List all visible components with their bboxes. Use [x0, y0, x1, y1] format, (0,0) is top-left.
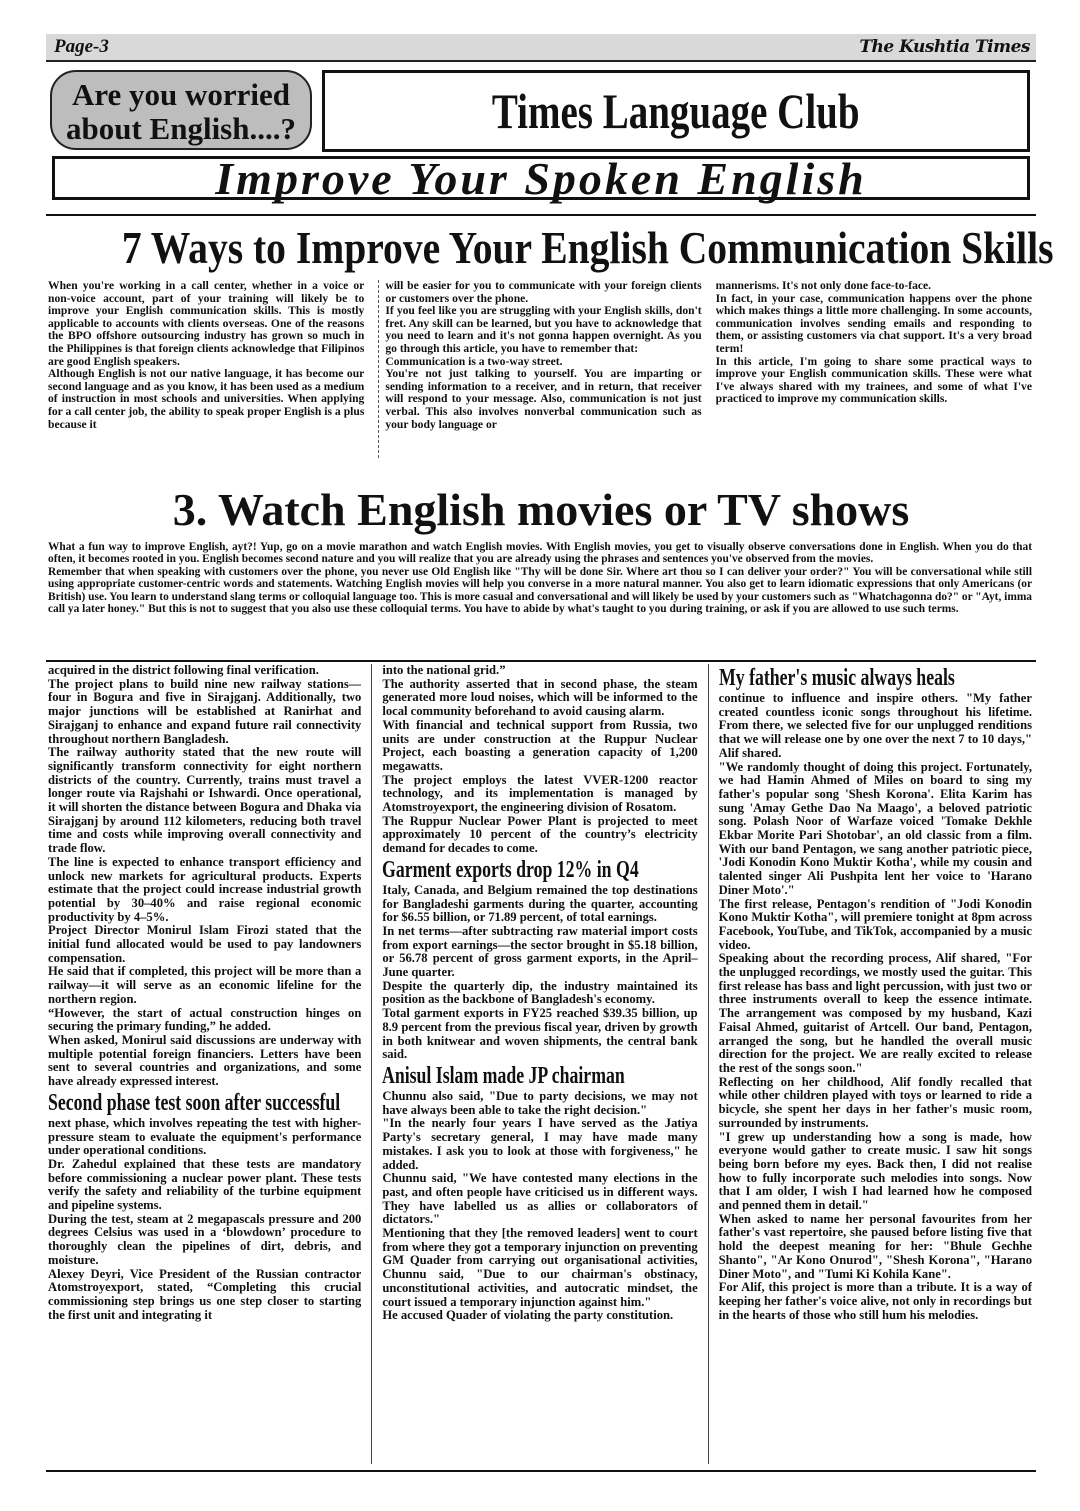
paragraph: Reflecting on her childhood, Alif fondly recalled that while other children played with toys or learned to ride a bicycle, she spent her days in her father's music room, surrounded by instruments. [718, 1074, 1032, 1130]
banner-text: Improve Your Spoken English [215, 153, 867, 204]
paragraph: In net terms—after subtracting raw material import costs from export earnings—the sector brought in $5.18 billion, or 56.78 percent of gross garment exports, in the April–June quarter. [382, 923, 698, 980]
paragraph: Although English is not our native language, it has become our second language and as you know, it has been used as a medium of instruction in most schools and universities. When applying for a call center job, the ability to speak proper English is a plus because it [48, 367, 365, 431]
paragraph: During the test, steam at 2 megapascals pressure and 200 degrees Celsius was used in a ‘blowdown’ procedure to thoroughly clean the pipelines of dirt, debris, and moisture. [48, 1211, 362, 1267]
article1-col1 [48, 280, 364, 458]
page-header-bar [46, 34, 1036, 62]
banner [52, 153, 1030, 204]
subheadline [719, 665, 1032, 691]
divider [46, 214, 1036, 216]
club-title: Times Language Club [492, 83, 860, 139]
column-divider [371, 664, 372, 1464]
paragraph: "We randomly thought of doing this project. Fortunately, we had Hamin Ahmed of Miles on board to sing my father's popular song 'Shesh Korona'. Elita Karim has sung 'Amay Gethe Dao Na Maago', a beloved patriotic song. Polash Noor of Warfaze voiced 'Tomake Dekhle Ekbar Morite Pari Shotobar', an old classic from a film. With our band Pentagon, we sang another patriotic piece, 'Jodi Konodin Kono Muktir Kotha', while my cousin and talented singer Ali Pushpita lent her voice to 'Harano Diner Moto'." [718, 759, 1032, 897]
paragraph: Chunnu said, "We have contested many elections in the past, and often people have criticised us in different ways. They have labelled us as allies or collaborators of dictators." [382, 1171, 698, 1227]
paragraph: The authority asserted that in second phase, the steam generated more loud noises, which will be informed to the local community beforehand to avoid causing alarm. [382, 676, 698, 719]
paragraph: Total garment exports in FY25 reached $39.35 billion, up 8.9 percent from the previous fiscal year, driven by growth in both knitwear and woven shipments, the central bank said. [382, 1006, 698, 1062]
paragraph: "In the nearly four years I have served as the Jatiya Party's secretary general, I may have made many mistakes. I ask you to look at those with forgiveness," he added. [382, 1116, 698, 1172]
paragraph: Despite the quarterly dip, the industry maintained its position as the backbone of Bangladesh's economy. [382, 978, 698, 1007]
page-number: Page-3 [54, 36, 109, 57]
paragraph: The railway authority stated that the new route will significantly transform connectivity for eight northern districts of the country. Currently, trains must travel a longer route via Rajshahi or Ishwardi. Once operational, it will shorten the distance between Bogura and Dhaka via Sirajganj by around 112 kilometers, reducing both travel time and costs while improving overall connectivity and trade flow. [48, 745, 362, 856]
paragraph: The first release, Pentagon's rendition of "Jodi Konodin Kono Muktir Kotha", will premiere tonight at 8pm across Facebook, YouTube, and TikTok, accompanied by a music video. [718, 896, 1032, 952]
paragraph: When asked, Monirul said discussions are underway with multiple potential foreign financiers. Letters have been sent to several countries and organizations, and some have already expressed interest. [48, 1032, 362, 1089]
article1-headline-text: 7 Ways to Improve Your English Communication Skills [121, 222, 1054, 273]
club-title-box [322, 70, 1030, 152]
column-divider [708, 664, 709, 1464]
paragraph: When asked to name her personal favourites from her father's vast repertoire, she paused before listing five that hold the deepest meaning for her: "Bhule Gechhe Shanto", "Ar Kono Onurod", "Shesh Korona", "Harano Diner Moto", and "Tumi Ki Kohila Kane". [718, 1211, 1032, 1281]
divider [46, 660, 1036, 662]
column-right [719, 664, 1032, 1464]
article1-headline [46, 222, 1054, 274]
paragraph: If you feel like you are struggling with your English skills, don't fret. Any skill can be learned, but you have to acknowledge that you need to learn and it's not gonna happen overnight. As you go through this article, you have to remember that: [385, 304, 702, 355]
paragraph: mannerisms. It's not only done face-to-face. [715, 280, 932, 292]
paragraph: into the national grid.” [382, 664, 506, 677]
subheadline-text: Garment exports drop 12% in Q4 [382, 856, 640, 883]
article2-body [48, 541, 1032, 653]
paragraph: He accused Quader of violating the party constitution. [382, 1308, 674, 1323]
paragraph: The line is expected to enhance transport efficiency and unlock new markets for agricultural products. Experts estimate that the project could increase industrial growth potential by 30–40% and raise regional economic productivity by 4–5%. [48, 854, 362, 924]
paragraph: Dr. Zahedul explained that these tests are mandatory before commissioning a nuclear power plant. These tests verify the safety and reliability of the turbine equipment and pipeline systems. [48, 1156, 362, 1213]
paragraph: You're not just talking to yourself. You are imparting or sending information to a receiver, and in return, that receiver will respond to your message. Also, communication is not just verbal. This also involves nonverbal communication such as your body language or [385, 367, 702, 431]
paragraph: The Ruppur Nuclear Power Plant is projected to meet approximately 10 percent of the country’s electricity demand for decades to come. [382, 813, 698, 856]
bottom-columns [48, 664, 1032, 1464]
paragraph: Chunnu also said, "Due to party decisions, we may not have always been able to take the right decision." [382, 1088, 698, 1117]
paragraph: next phase, which involves repeating the test with higher-pressure steam to evaluate the equipment's performance under operational conditions. [48, 1115, 362, 1158]
worry-line-1: Are you worried [71, 77, 291, 112]
paragraph: The project plans to build nine new railway stations—four in Bogura and five in Sirajganj. Additionally, two major junctions will be established at Ranirhat and Sirajganj to enhance and expand future rail connectivity throughout northern Bangladesh. [48, 676, 362, 746]
subheadline-text: Anisul Islam made JP chairman [382, 1062, 626, 1089]
worry-line-2: about English....? [65, 111, 296, 146]
divider [46, 1470, 1036, 1472]
paragraph: Mentioning that they [the removed leaders] went to court from where they got a temporary injunction on preventing GM Quader from carrying out organisational activities, Chunnu said, "Due to our chairman's obstinacy, unconstitutional activities, and autocratic mindset, the court issued a temporary injunction against him." [382, 1226, 698, 1309]
paragraph: In fact, in your case, communication happens over the phone which makes things a little more challenging. In some accounts, communication involves sending emails and responding to them, or assisting customers via chat support. It's a very broad term! [715, 291, 1032, 355]
column-left [48, 664, 361, 1464]
paragraph: What a fun way to improve English, ayt?! Yup, go on a movie marathon and watch English movies. With English movies, you get to visually observe conversations done in English. When you do that often, it becomes rooted in you. English becomes second nature and you will realize that you are already using the phrases and sentences you've observed from the movies. [48, 541, 1032, 566]
paragraph: In this article, I'm going to share some practical ways to improve your English communication skills. These were what I've always shared with my trainees, and some of what I've practiced to improve my communication skills. [715, 354, 1032, 406]
article1-col2 [378, 280, 701, 458]
subheadline-text: Second phase test soon after successful [48, 1089, 341, 1116]
worry-callout [50, 70, 312, 150]
paragraph: Communication is a two-way street. [385, 354, 563, 368]
paragraph: For Alif, this project is more than a tribute. It is a way of keeping her father's voice alive, not only in recordings but in the hearts of those who still hum his melodies. [718, 1280, 1032, 1322]
paragraph: Remember that when speaking with customers over the phone, you never use Old English like "Thy will be done Sir. Where art thou so I can deliver your order?" You will be conversational while still using appropriate customer-centric words and statements. Watching English movies will help you converse in a more natural manner. You also get to learn idiomatic expressions that only Americans (or British) use. You learn to understand slang terms or colloquial language too. This is more casual and conversational and will likely be used by your customers such as "Whatchagonna do?" or "Ayt, imma call ya later honey." But this is not to suggest that you also use these colloquial terms. You have to abide by what's taught to you during training, or ask if you are allowed to use such terms. [48, 565, 1032, 616]
article1-col3 [716, 280, 1032, 458]
subheadline [382, 1063, 697, 1089]
paragraph: acquired in the district following final verification. [48, 664, 319, 677]
subheadline [48, 1090, 361, 1116]
paragraph: "I grew up understanding how a song is made, how everyone would gather to create music. I saw hit songs being born before my eyes. Back then, I did not realise how to fully incorporate such melodies into songs. Now that I am older, I wish I had learned how he composed and penned them in detail." [718, 1129, 1032, 1213]
paragraph: “However, the start of actual construction hinges on securing the primary funding,” he added. [48, 1005, 362, 1034]
paragraph: Speaking about the recording process, Alif shared, "For the unplugged recordings, we mostly used the guitar. This first release has bass and light percussion, with just two or three instruments overall to keep the essence intimate. The arrangement was composed by my husband, Kazi Faisal Ahmed, guitarist of Artcell. Our band, Pentagon, arranged the song, but he handled the overall music direction for the project. We are really excited to release the rest of the songs soon." [718, 951, 1032, 1075]
paragraph: Italy, Canada, and Belgium remained the top destinations for Bangladeshi garments during the quarter, accounting for $6.55 billion, or 71.89 percent, of total earnings. [382, 882, 698, 925]
subheadline [382, 857, 697, 883]
article2-headline: 3. Watch English movies or TV shows [172, 484, 910, 535]
paragraph: When you're working in a call center, whether in a voice or non-voice account, part of your training will likely be to improve your English communication skills. This is mostly applicable to accounts with clients overseas. One of the reasons the BPO offshore outsourcing industry has grown so much in the Philippines is that foreign clients acknowledge that Filipinos are good English speakers. [48, 280, 365, 368]
newspaper-brand: The Kushtia Times [859, 37, 1030, 57]
paragraph: continue to influence and inspire others. "My father created countless iconic songs throughout his lifetime. From there, we selected five for our unplugged renditions that we will release one by one over the next 7 to 10 days," Alif shared. [718, 691, 1032, 760]
paragraph: He said that if completed, this project will be more than a railway—it will serve as an economic lifeline for the northern region. [48, 964, 362, 1006]
paragraph: will be easier for you to communicate with your foreign clients or customers over the phone. [385, 280, 702, 305]
paragraph: Alexey Deyri, Vice President of the Russian contractor Atomstroyexport, stated, “Completing this crucial commissioning step brings us one step closer to starting the first unit and integrating it [48, 1266, 362, 1322]
paragraph: Project Director Monirul Islam Firozi stated that the initial fund allocated would be used to pay landowners compensation. [48, 923, 362, 965]
column-middle [382, 664, 697, 1464]
paragraph: With financial and technical support from Russia, two units are under construction at the Ruppur Nuclear Project, each boasting a generation capacity of 1,200 megawatts. [382, 717, 698, 773]
article1-body [48, 280, 1032, 458]
paragraph: The project employs the latest VVER-1200 reactor technology, and its implementation is managed by Atomstroyexport, the engineering division of Rosatom. [382, 772, 698, 815]
subheadline-text: My father's music always heals [718, 665, 955, 691]
